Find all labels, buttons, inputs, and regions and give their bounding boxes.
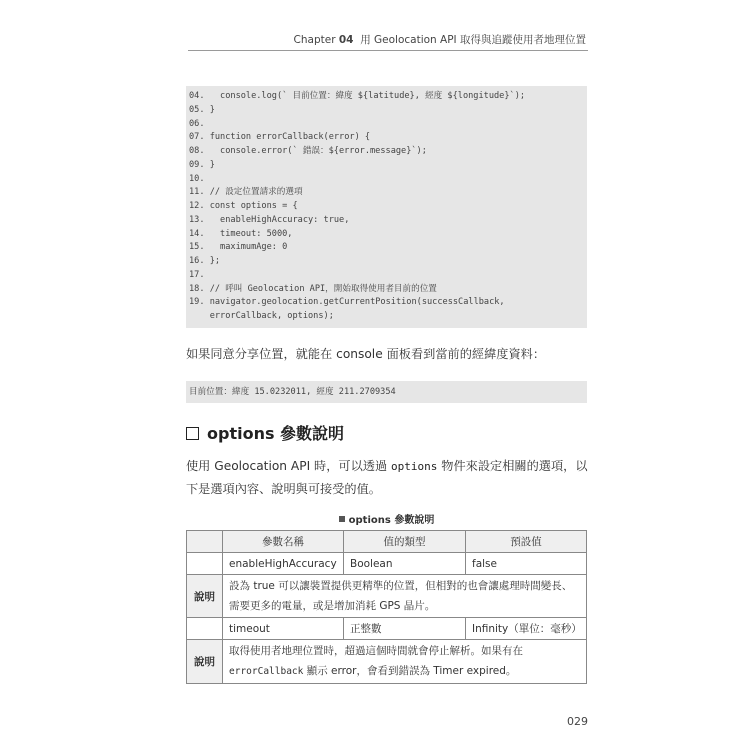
- param-desc-cell: 設為 true 可以讓裝置提供更精準的位置，但相對的也會讓處理時間變長、需要更多的電量，或是增加消耗 GPS 晶片。: [223, 575, 587, 618]
- code-line: 14. timeout: 5000,: [189, 228, 293, 239]
- checkbox-square-icon: [186, 427, 199, 440]
- code-line: errorCallback, options);: [189, 311, 334, 321]
- console-output-block: 目前位置：緯度 15.0232011, 經度 211.2709354: [186, 381, 587, 403]
- param-type-cell: Boolean: [344, 553, 466, 575]
- code-line: 11. // 設定位置請求的選項: [189, 187, 303, 198]
- code-line: 08. console.error(` 錯誤：${error.message}`);: [189, 146, 427, 156]
- desc-text-before: 取得使用者地理位置時，超過這個時間就會停止解析。如果有在: [229, 645, 523, 657]
- table-header-blank: [187, 531, 223, 553]
- desc-label-cell: 說明: [187, 640, 223, 684]
- code-line: 15. maximumAge: 0: [189, 242, 288, 253]
- table-header-cell: 值的類型: [344, 531, 466, 553]
- param-default-cell: false: [466, 553, 587, 575]
- table-row: [187, 553, 587, 575]
- code-line: 18. // 呼叫 Geolocation API，開始取得使用者目前的位置: [189, 283, 437, 294]
- options-table: [186, 530, 587, 684]
- chapter-label: Chapter: [293, 34, 336, 46]
- options-paragraph-before: 使用 Geolocation API 時，可以透過: [186, 459, 392, 473]
- table-desc-row: [187, 640, 587, 684]
- code-line: 06.: [189, 118, 205, 129]
- options-paragraph-after: 物件來設定相關的選項，以下是選項內容、說明與可接受的值。: [186, 459, 588, 496]
- desc-label-cell: 說明: [187, 575, 223, 618]
- page-number: 029: [567, 715, 588, 728]
- square-bullet-icon: [339, 516, 345, 522]
- code-line: 12. const options = {: [189, 201, 298, 211]
- param-type-cell: 正整數: [344, 618, 466, 640]
- code-line: 04. console.log(` 目前位置：緯度 ${latitude}, 經度 ${longitude}`);: [189, 91, 526, 101]
- options-paragraph: [186, 455, 588, 500]
- table-header-cell: 參數名稱: [223, 531, 344, 553]
- header-text: [294, 32, 586, 47]
- desc-inline-code: errorCallback: [229, 666, 304, 677]
- console-paragraph: 如果同意分享位置，就能在 console 面板看到當前的經緯度資料：: [186, 347, 546, 361]
- table-desc-row: [187, 575, 587, 618]
- chapter-title: 用 Geolocation API 取得與追蹤使用者地理位置: [360, 34, 586, 46]
- table-header-row: [187, 531, 587, 553]
- table-caption-text: options 參數說明: [348, 515, 435, 526]
- code-line: 17.: [189, 269, 205, 280]
- table-header-cell: 預設值: [466, 531, 587, 553]
- chapter-number: 04: [338, 34, 354, 46]
- param-name-cell: timeout: [223, 618, 344, 640]
- running-header: [188, 28, 588, 51]
- table-blank-cell: [187, 553, 223, 575]
- table-blank-cell: [187, 618, 223, 640]
- options-inline-code: options: [391, 460, 438, 473]
- code-line: 13. enableHighAccuracy: true,: [189, 214, 350, 225]
- section-title-text: options 參數說明: [207, 424, 345, 443]
- table-row: [187, 618, 587, 640]
- code-line: 09. }: [189, 159, 215, 170]
- section-title: [186, 421, 344, 444]
- code-block: [186, 86, 587, 328]
- param-default-cell: Infinity（單位：毫秒）: [466, 618, 587, 640]
- code-line: 07. function errorCallback(error) {: [189, 132, 371, 143]
- param-desc-cell: [223, 640, 587, 684]
- code-line: 19. navigator.geolocation.getCurrentPosition(successCallback,: [189, 297, 505, 308]
- desc-text-after: 顯示 error，會看到錯誤為 Timer expired。: [303, 665, 517, 677]
- table-caption: [186, 511, 587, 526]
- code-line: 10.: [189, 173, 205, 184]
- code-line: 05. }: [189, 104, 215, 115]
- code-line: 16. };: [189, 256, 221, 266]
- param-name-cell: enableHighAccuracy: [223, 553, 344, 575]
